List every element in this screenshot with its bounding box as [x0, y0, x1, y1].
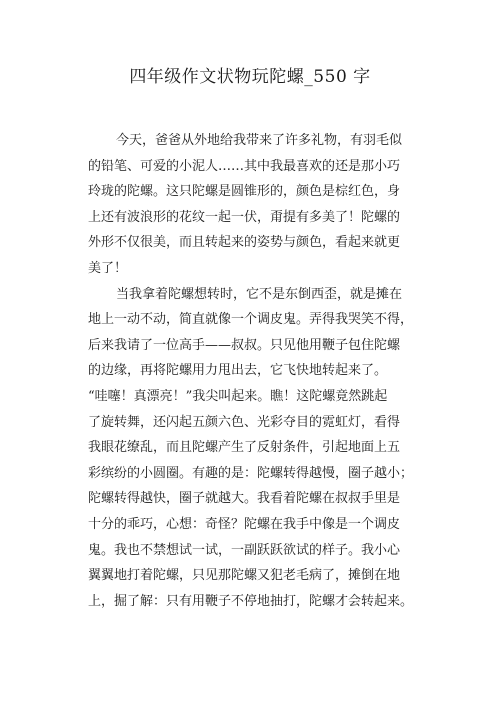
text-line: 彩缤纷的小圆圈。有趣的是：陀螺转得越慢，圈子越小； — [88, 465, 414, 481]
text-line: 上，掘了解：只有用鞭子不停地抽打，陀螺才会转起来。 — [88, 593, 414, 609]
document-body — [88, 128, 420, 614]
text-line: 上还有波浪形的花纹一起一伏，甭提有多美了！陀螺的 — [88, 209, 401, 225]
text-line: 十分的乖巧，心想：奇怪？陀螺在我手中像是一个调皮 — [88, 516, 401, 532]
text-line: 地上一动不动，简直就像一个调皮鬼。弄得我哭笑不得， — [88, 312, 414, 328]
text-line: 鬼。我也不禁想试一试，一副跃跃欲试的样子。我小心 — [88, 542, 401, 558]
text-line: 的边缘，再将陀螺用力甩出去，它飞快地转起来了。 — [88, 363, 388, 379]
text-line: 陀螺转得越快，圈子就越大。我看着陀螺在叔叔手里是 — [88, 491, 401, 507]
text-line: 美了！ — [88, 260, 128, 276]
text-line: “哇噻！真漂亮！”我尖叫起来。瞧！这陀螺竟然跳起 — [88, 388, 388, 404]
text-line: 的铅笔、可爱的小泥人……其中我最喜欢的还是那小巧 — [88, 158, 401, 174]
text-line: 玲珑的陀螺。这只陀螺是圆锥形的，颜色是棕红色，身 — [88, 184, 401, 200]
document-title: 四年级作文状物玩陀螺_550 字 — [129, 67, 371, 87]
text-line: 后来我请了一位高手——叔叔。只见他用鞭子包住陀螺 — [88, 337, 401, 353]
text-line: 外形不仅很美，而且转起来的姿势与颜色，看起来就更 — [88, 235, 401, 251]
text-line: 今天，爸爸从外地给我带来了许多礼物，有羽毛似 — [116, 133, 403, 148]
text-line: 了旋转舞，还闪起五颜六色、光彩夺目的霓虹灯，看得 — [88, 414, 401, 430]
text-line: 当我拿着陀螺想转时，它不是东倒西歪，就是摊在 — [116, 286, 403, 302]
text-line: 我眼花缭乱，而且陀螺产生了反射条件，引起地面上五 — [88, 440, 401, 456]
text-line: 翼翼地打着陀螺，只见那陀螺又犯老毛病了，摊倒在地 — [88, 568, 401, 584]
